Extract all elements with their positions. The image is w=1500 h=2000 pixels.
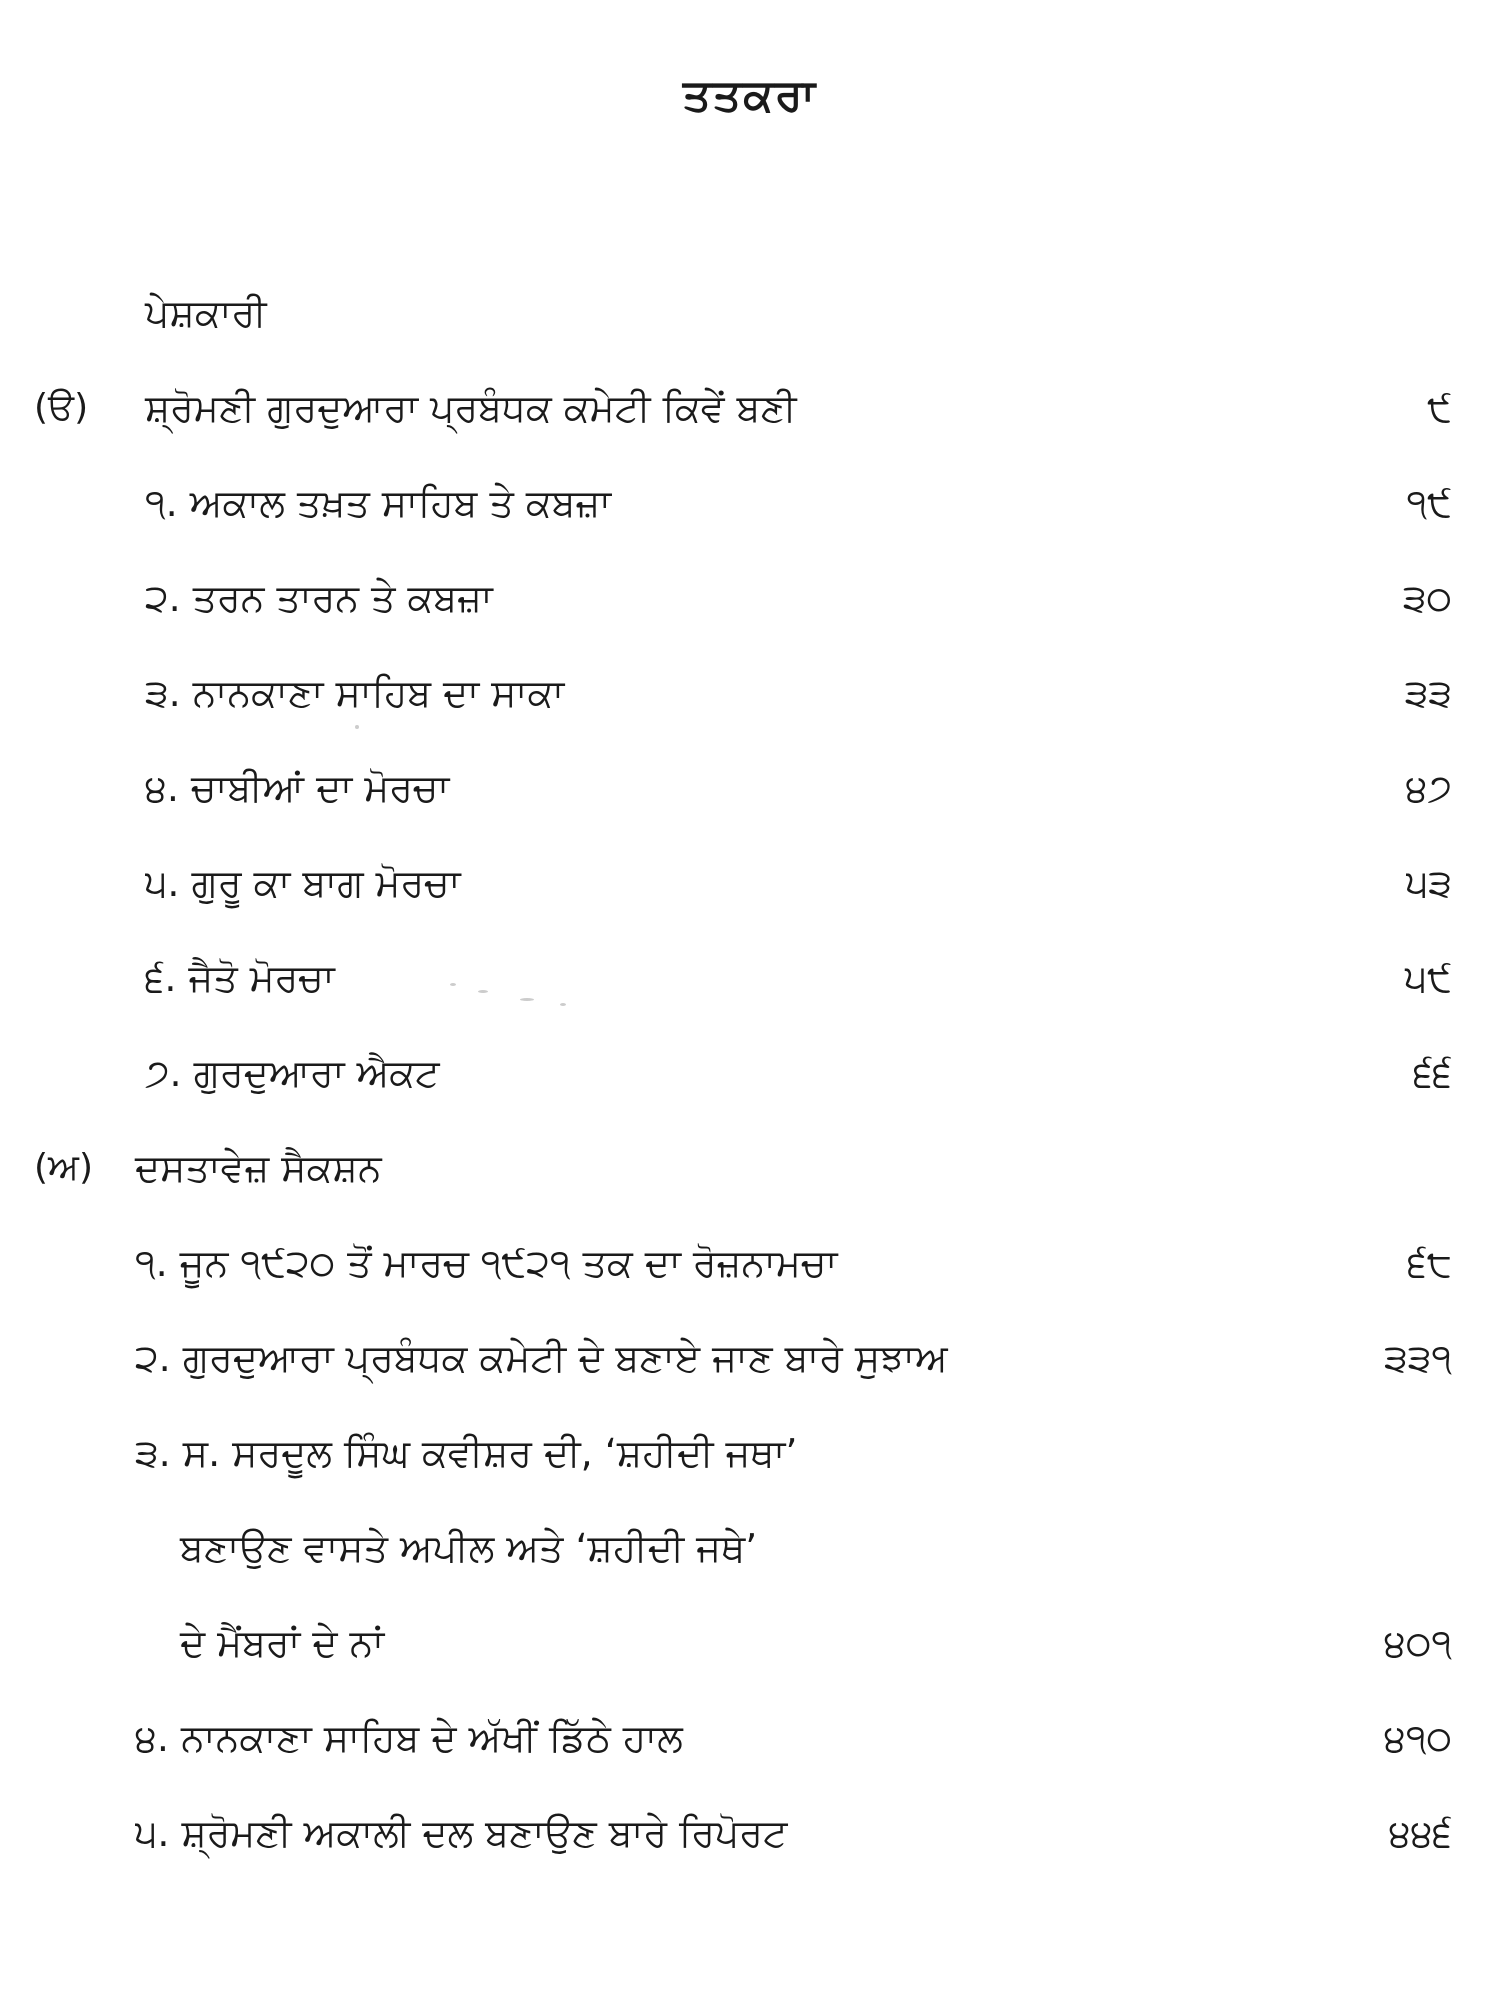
- toc-entry: [0, 568, 1500, 628]
- scan-speck: [450, 983, 456, 986]
- toc-entry-page: ੬੬: [1413, 1051, 1452, 1095]
- toc-entry: [0, 853, 1500, 913]
- section-a-marker: (ੳ): [34, 387, 89, 428]
- toc-entry-continuation: [0, 1518, 1500, 1578]
- scan-speck: [355, 725, 359, 729]
- toc-entry: [0, 1803, 1500, 1863]
- toc-entry-text: ਦੇ ਮੈਂਬਰਾਂ ਦੇ ਨਾਂ: [180, 1621, 385, 1665]
- scan-speck: [520, 998, 534, 1001]
- toc-preface-line: [0, 283, 1500, 343]
- toc-entry-text: ੪. ਨਾਨਕਾਣਾ ਸਾਹਿਬ ਦੇ ਅੱਖੀਂ ਡਿੱਠੇ ਹਾਲ: [135, 1716, 683, 1760]
- toc-entry-text: ਬਣਾਉਣ ਵਾਸਤੇ ਅਪੀਲ ਅਤੇ ‘ਸ਼ਹੀਦੀ ਜਥੇ’: [180, 1526, 758, 1570]
- scan-speck: [478, 990, 488, 993]
- section-b-marker: (ਅ): [34, 1147, 94, 1188]
- toc-entry-text: ੫. ਗੁਰੂ ਕਾ ਬਾਗ ਮੋਰਚਾ: [145, 861, 461, 905]
- toc-entry: [0, 1423, 1500, 1483]
- toc-entry: [0, 663, 1500, 723]
- toc-entry-page: ੪੭: [1405, 766, 1452, 810]
- toc-entry: [0, 948, 1500, 1008]
- toc-entry: [0, 1043, 1500, 1103]
- toc-entry-text: ੨. ਤਰਨ ਤਾਰਨ ਤੇ ਕਬਜ਼ਾ: [145, 576, 493, 620]
- toc-entry-text: ੪. ਚਾਬੀਆਂ ਦਾ ਮੋਰਚਾ: [145, 766, 450, 810]
- section-a-heading: [0, 378, 1500, 438]
- section-b-heading: [0, 1138, 1500, 1198]
- toc-entry: [0, 1233, 1500, 1293]
- toc-entry-continuation: [0, 1613, 1500, 1673]
- toc-entry: [0, 758, 1500, 818]
- toc-entry-text: ੬. ਜੈਤੋ ਮੋਰਚਾ: [145, 956, 335, 1000]
- toc-entry-page: ੩੩: [1404, 671, 1452, 715]
- toc-entry-page: ੧੯: [1406, 481, 1452, 525]
- toc-entry-text: ੧. ਜੂਨ ੧੯੨੦ ਤੋਂ ਮਾਰਚ ੧੯੨੧ ਤਕ ਦਾ ਰੋਜ਼ਨਾਮਚਾ: [135, 1241, 838, 1285]
- preface-label: ਪੇਸ਼ਕਾਰੀ: [145, 291, 267, 335]
- toc-entry-text: ੩. ਨਾਨਕਾਣਾ ਸਾਹਿਬ ਦਾ ਸਾਕਾ: [145, 671, 565, 715]
- toc-entry-text: ੩. ਸ. ਸਰਦੂਲ ਸਿੰਘ ਕਵੀਸ਼ਰ ਦੀ, ‘ਸ਼ਹੀਦੀ ਜਥਾ’: [135, 1431, 798, 1475]
- toc-entry: [0, 1328, 1500, 1388]
- section-a-page: ੯: [1427, 386, 1452, 430]
- toc-entry-text: ੫. ਸ਼੍ਰੋਮਣੀ ਅਕਾਲੀ ਦਲ ਬਣਾਉਣ ਬਾਰੇ ਰਿਪੋਰਟ: [135, 1811, 788, 1855]
- toc-entry-page: ੩੩੧: [1384, 1336, 1452, 1380]
- toc-entry-text: ੨. ਗੁਰਦੁਆਰਾ ਪ੍ਰਬੰਧਕ ਕਮੇਟੀ ਦੇ ਬਣਾਏ ਜਾਣ ਬਾਰੇ ਸੁਝਾਅ: [135, 1336, 948, 1380]
- section-b-title: ਦਸਤਾਵੇਜ਼ ਸੈਕਸ਼ਨ: [135, 1146, 382, 1190]
- toc-entry-page: ੬੮: [1407, 1241, 1452, 1285]
- toc-entry-page: ੪੦੧: [1383, 1621, 1452, 1665]
- scan-speck: [560, 1003, 566, 1006]
- toc-entry-page: ੪੪੬: [1388, 1811, 1452, 1855]
- toc-entry-text: ੭. ਗੁਰਦੁਆਰਾ ਐਕਟ: [145, 1051, 440, 1095]
- toc-entry: [0, 1708, 1500, 1768]
- toc-entry-page: ੫੩: [1405, 861, 1452, 905]
- toc-entry-page: ੪੧੦: [1383, 1716, 1452, 1760]
- toc-entry: [0, 473, 1500, 533]
- toc-entry-page: ੩੦: [1402, 576, 1452, 620]
- toc-entry-text: ੧. ਅਕਾਲ ਤਖ਼ਤ ਸਾਹਿਬ ਤੇ ਕਬਜ਼ਾ: [145, 481, 612, 525]
- toc-entry-page: ੫੯: [1404, 956, 1452, 1000]
- page-title: ਤਤਕਰਾ: [682, 70, 818, 121]
- section-a-title: ਸ਼੍ਰੋਮਣੀ ਗੁਰਦੁਆਰਾ ਪ੍ਰਬੰਧਕ ਕਮੇਟੀ ਕਿਵੇਂ ਬਣੀ: [145, 386, 797, 430]
